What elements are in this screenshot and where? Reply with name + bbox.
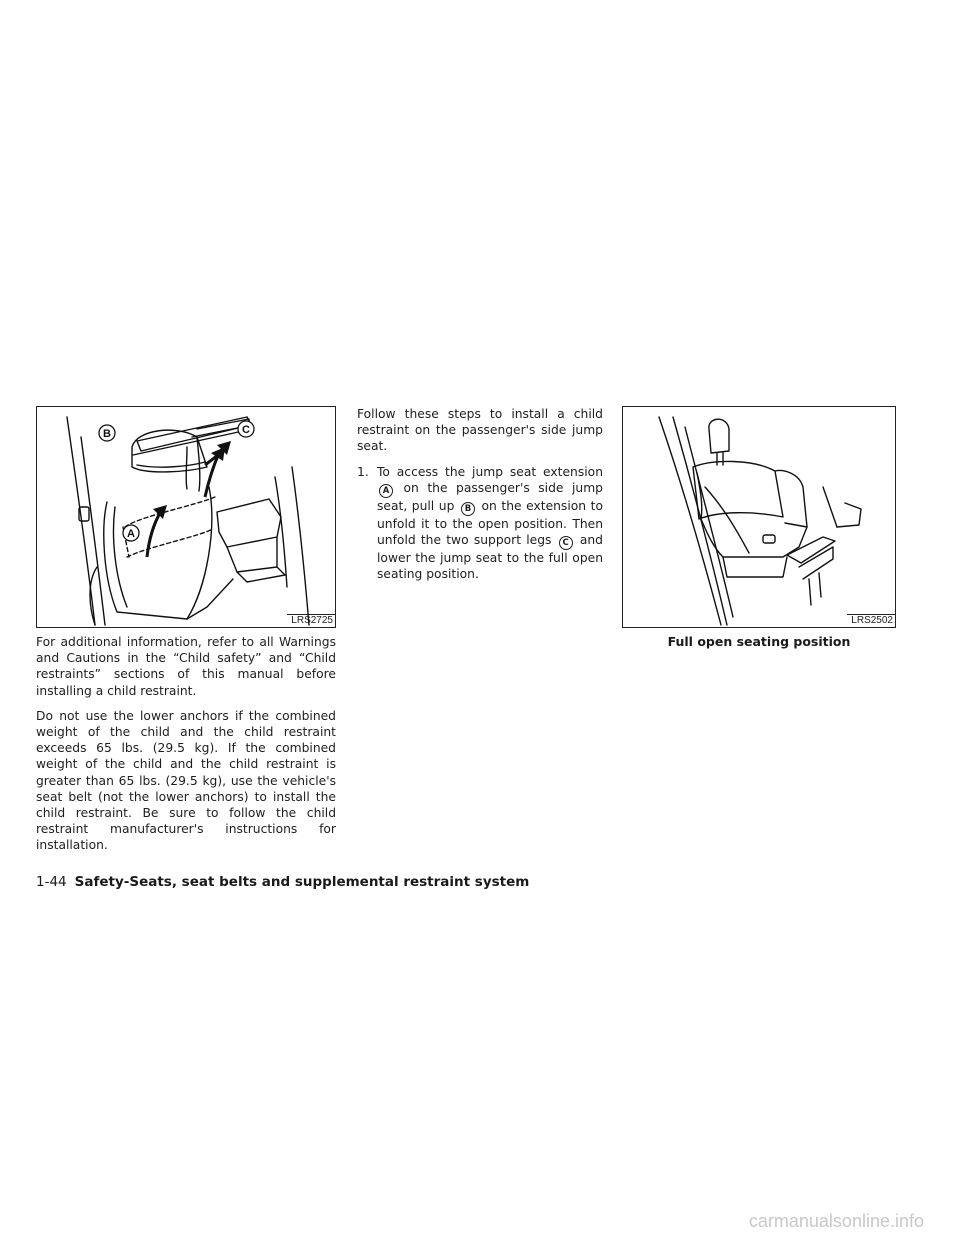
paragraph-lower-anchors-warning: Do not use the lower anchors if the combined weight of the child and the child restraint exceeds 65 lbs. (29.5 kg). If the combined weight of the child and the child restraint is greater than 65 lbs. (29.5 kg), use the vehicle's seat belt (not the lower anchors) to install the child restraint. Be sure to follow the child restraint manufacturer's instructions for installation. [36, 708, 336, 853]
full-open-seating-figure [622, 406, 896, 628]
figure-code: LRS2725 [291, 615, 333, 626]
callout-a-badge: A [379, 484, 393, 498]
middle-column-text [357, 406, 603, 582]
jump-seat-extension-illustration [37, 407, 335, 627]
left-column-text [36, 634, 336, 863]
watermark: carmanualsonline.info [748, 1211, 924, 1231]
callout-c: C [242, 424, 250, 436]
paragraph-additional-info: For additional information, refer to all Warnings and Cautions in the “Child safety” and “Child restraints” sections of this manual before installing a child restraint. [36, 635, 336, 698]
page-number: 1-44 [36, 874, 67, 890]
step-text [377, 464, 603, 583]
callout-a: A [127, 528, 135, 540]
section-title: Safety-Seats, seat belts and supplemental restraint system [74, 874, 530, 890]
step-text-part-4: and lower the jump seat to the full open seating position. [377, 533, 603, 582]
paragraph-install-intro: Follow these steps to install a child restraint on the passenger's side jump seat. [357, 407, 603, 454]
callout-b-badge: B [461, 502, 475, 516]
callout-c-badge: C [559, 536, 573, 550]
figure-caption: Full open seating position [667, 634, 851, 649]
step-number: 1. [357, 464, 369, 479]
step-text-part-3: on the extension to unfold it to the open position. Then unfold the two support legs [377, 498, 603, 548]
step-1 [357, 464, 603, 583]
step-text-part-1: To access the jump seat extension [377, 464, 603, 479]
step-text-part-2: on the passenger's side jump seat, pull up [377, 480, 603, 513]
jump-seat-extension-figure [36, 406, 336, 628]
callout-b: B [103, 428, 111, 440]
page-footer [36, 874, 529, 890]
full-open-seating-illustration [623, 407, 895, 627]
figure-code: LRS2502 [851, 615, 893, 626]
